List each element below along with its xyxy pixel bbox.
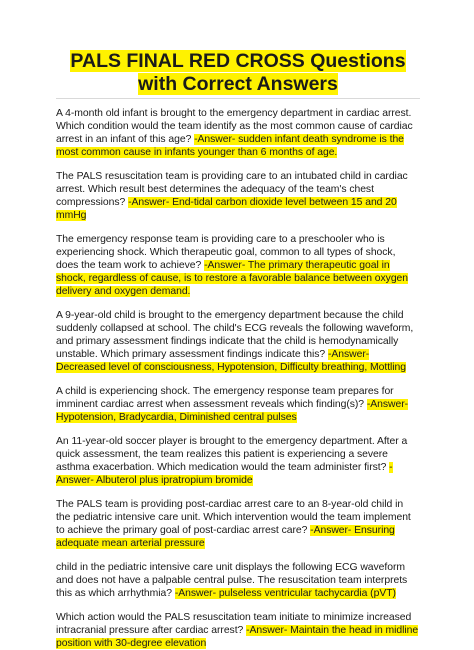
question-text: A child is experiencing shock. The emergency response team prepares for imminent cardiac arrest when assessment reveals which finding(s)?: [56, 386, 394, 410]
question-text: The emergency response team is providing care to a preschooler who is experiencing shock. Which therapeutic goal, common to all types of shock, does the team work to achieve?: [56, 234, 396, 271]
qa-item-3: [56, 233, 420, 298]
question-text: Which action would the PALS resuscitation team initiate to minimize increased intracranial pressure after cardiac arrest?: [56, 612, 412, 636]
answer-text: -Answer- Ensuring adequate mean arterial pressure: [56, 525, 395, 549]
question-text: A 9-year-old child is brought to the emergency department because the child suddenly collapsed at school. The child's ECG reveals the following waveform, and primary assessment findings indicate that the child is hemodynamically unstable. Which primary assessment findings indicate this?: [56, 310, 414, 360]
qa-item-2: [56, 170, 420, 222]
qa-item-5: [56, 385, 420, 424]
qa-item-9: [56, 611, 420, 650]
question-text: An 11-year-old soccer player is brought to the emergency department. After a quick assessment, the team realizes this patient is experiencing a severe asthma exacerbation. Which medication would the team administer first?: [56, 436, 408, 473]
answer-text: -Answer- End-tidal carbon dioxide level between 15 and 20 mmHg: [56, 197, 397, 221]
qa-item-4: [56, 309, 420, 374]
answer-text: -Answer- Albuterol plus ipratropium bromide: [56, 462, 393, 486]
qa-item-6: [56, 435, 420, 487]
answer-text: -Answer- sudden infant death syndrome is the most common cause in infants younger than 6 months of age.: [56, 134, 404, 158]
question-text: The PALS resuscitation team is providing care to an intubated child in cardiac arrest. Which result best determines the adequacy of the team's chest compressions?: [56, 171, 408, 208]
question-text: The PALS team is providing post-cardiac arrest care to an 8-year-old child in the pediatric intensive care unit. Which intervention would the team implement to achieve the primary goal of post-cardiac arrest care?: [56, 499, 411, 536]
qa-item-7: [56, 498, 420, 550]
answer-text: -Answer- pulseless ventricular tachycardia (pVT): [174, 588, 396, 599]
document-title: [56, 50, 420, 99]
question-text: A 4-month old infant is brought to the emergency department in cardiac arrest. Which condition would the team identify as the most common cause of cardiac arrest in an infant of this age?: [56, 108, 413, 145]
answer-text: -Answer- Maintain the head in midline position with 30-degree elevation: [56, 625, 419, 649]
qa-item-1: [56, 107, 420, 159]
answer-text: -Answer- Hypotension, Bradycardia, Diminished central pulses: [56, 399, 409, 423]
document-title-text: PALS FINAL RED CROSS Questions with Correct Answers: [70, 50, 406, 95]
answer-text: -Answer- The primary therapeutic goal in shock, regardless of cause, is to restore a favorable balance between oxygen delivery and oxygen demand.: [56, 260, 408, 297]
qa-item-8: [56, 561, 420, 600]
question-text: child in the pediatric intensive care unit displays the following ECG waveform and does not have a palpable central pulse. The resuscitation team interprets this as which arrhythmia?: [56, 562, 408, 599]
answer-text: -Answer- Decreased level of consciousness, Hypotension, Difficulty breathing, Mottling: [56, 349, 407, 373]
